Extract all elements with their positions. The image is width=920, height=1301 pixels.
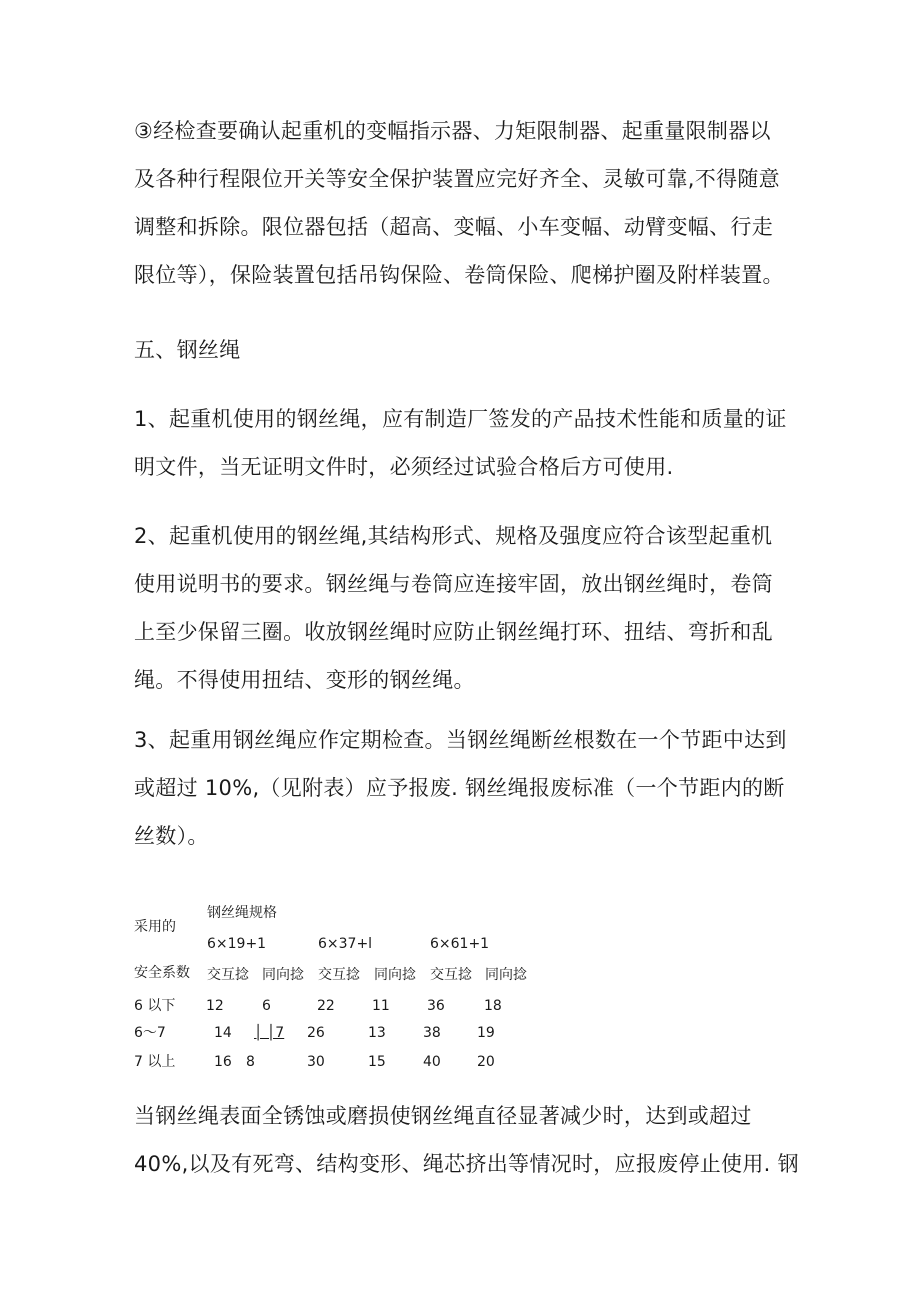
table-lay-type: 交互捻 [430, 967, 472, 983]
table-cell: 16 [214, 1054, 232, 1070]
table-cell: 30 [307, 1054, 325, 1070]
table-row-factor: 6 以下 [134, 998, 176, 1014]
table-header-factor-top: 采用的 [134, 919, 176, 935]
text-line: 及各种行程限位开关等安全保护装置应完好齐全、灵敏可靠,不得随意 [134, 167, 780, 191]
table-cell: 11 [372, 998, 390, 1014]
paragraph-item-2 [134, 512, 794, 704]
table-cell: 15 [368, 1054, 386, 1070]
table-cell: 26 [307, 1025, 325, 1041]
text-line: 40%,以及有死弯、结构变形、绳芯挤出等情况时，应报废停止使用. 钢 [134, 1152, 799, 1176]
table-lay-type: 同向捻 [485, 967, 527, 983]
text-line: 使用说明书的要求。钢丝绳与卷筒应连接牢固，放出钢丝绳时，卷筒 [134, 572, 773, 596]
table-row-factor: 6～7 [134, 1025, 166, 1041]
table-header-spec: 钢丝绳规格 [207, 905, 277, 921]
table-spec-2: 6×37+l [318, 936, 373, 952]
table-cell: │ │7 [254, 1025, 285, 1041]
text-line: 明文件，当无证明文件时，必须经过试验合格后方可使用. [134, 455, 674, 479]
table-lay-type: 同向捻 [262, 967, 304, 983]
text-line: 当钢丝绳表面全锈蚀或磨损使钢丝绳直径显著减少时，达到或超过 [134, 1104, 752, 1128]
table-cell: 14 [214, 1025, 232, 1041]
paragraph-item-3 [134, 716, 794, 860]
table-cell: 12 [206, 998, 224, 1014]
text-line: 绳。不得使用扭结、变形的钢丝绳。 [134, 668, 475, 692]
paragraph-inspection [134, 107, 794, 299]
text-line: ③经检查要确认起重机的变幅指示器、力矩限制器、起重量限制器以 [134, 119, 771, 143]
section-heading: 五、钢丝绳 [134, 338, 241, 362]
paragraph-corrosion [134, 1092, 799, 1188]
table-lay-type: 交互捻 [318, 967, 360, 983]
text-line: 1、起重机使用的钢丝绳，应有制造厂签发的产品技术性能和质量的证 [134, 407, 787, 431]
text-line: 限位等），保险装置包括吊钩保险、卷筒保险、爬梯护圈及附样装置。 [134, 263, 784, 287]
table-cell: 6 [262, 998, 271, 1014]
text-line: 或超过 10%,（见附表）应予报废. 钢丝绳报废标准（一个节距内的断 [134, 776, 785, 800]
table-cell: 22 [317, 998, 335, 1014]
table-cell: 20 [477, 1054, 495, 1070]
table-cell: 18 [484, 998, 502, 1014]
text-line: 2、起重机使用的钢丝绳,其结构形式、规格及强度应符合该型起重机 [134, 524, 773, 548]
paragraph-item-1 [134, 395, 794, 491]
table-lay-type: 同向捻 [374, 967, 416, 983]
table-spec-3: 6×61+1 [430, 936, 490, 952]
text-line: 调整和拆除。限位器包括（超高、变幅、小车变幅、动臂变幅、行走 [134, 215, 773, 239]
table-cell: 13 [368, 1025, 386, 1041]
text-line: 3、起重用钢丝绳应作定期检查。当钢丝绳断丝根数在一个节距中达到 [134, 728, 787, 752]
table-lay-type: 交互捻 [207, 967, 249, 983]
table-cell: 36 [427, 998, 445, 1014]
table-cell: 19 [477, 1025, 495, 1041]
text-line: 丝数）。 [134, 824, 209, 848]
table-cell: 40 [423, 1054, 441, 1070]
table-cell: 38 [423, 1025, 441, 1041]
text-line: 上至少保留三圈。收放钢丝绳时应防止钢丝绳打环、扭结、弯折和乱 [134, 620, 773, 644]
table-row-factor: 7 以上 [134, 1054, 176, 1070]
table-spec-1: 6×19+1 [207, 936, 267, 952]
table-header-factor-bottom: 安全系数 [134, 965, 190, 981]
table-cell: 8 [246, 1054, 255, 1070]
